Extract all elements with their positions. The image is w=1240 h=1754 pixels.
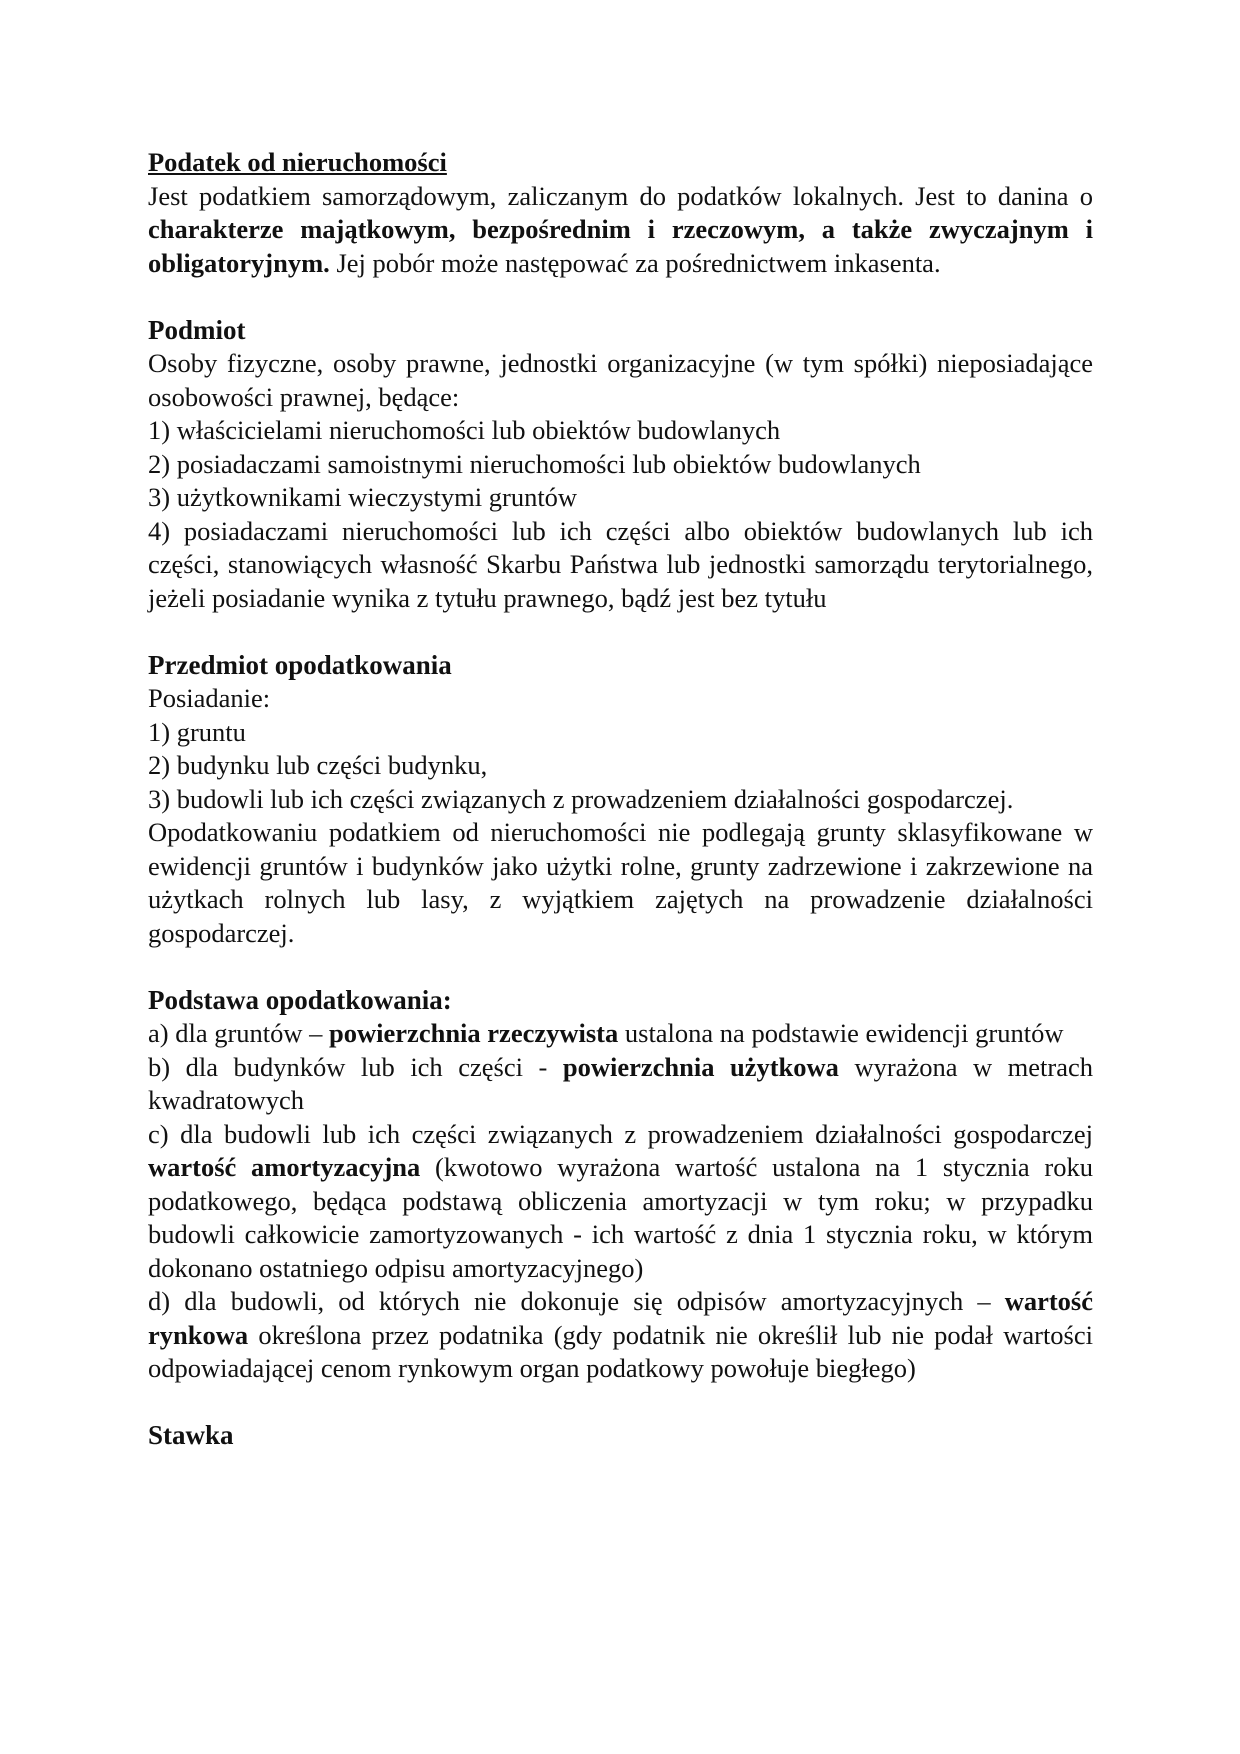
stawka-heading: Stawka xyxy=(148,1420,234,1450)
przedmiot-heading: Przedmiot opodatkowania xyxy=(148,649,452,680)
intro-paragraph xyxy=(148,180,1093,281)
podstawa-item-d xyxy=(148,1285,1093,1386)
podstawa-item-b xyxy=(148,1051,1093,1118)
spacer xyxy=(148,280,1093,314)
podmiot-item-2: 2) posiadaczami samoistnymi nieruchomości lub obiektów budowlanych xyxy=(148,448,921,479)
podstawa-c-bold: wartość amortyzacyjna xyxy=(148,1152,421,1182)
spacer xyxy=(148,1386,1093,1420)
document-title: Podatek od nieruchomości xyxy=(148,147,447,177)
podmiot-item-3: 3) użytkownikami wieczystymi gruntów xyxy=(148,482,578,512)
podstawa-c-post: (kwotowo wyrażona wartość ustalona na 1 stycznia roku podatkowego, będąca podstawą obliczenia amortyzacji w tym roku; w przypadku budowli całkowicie zamortyzowanych - ich wartość z dnia 1 stycznia roku, w którym dokonano ostatniego odpisu amortyzacyjnego) xyxy=(148,1152,1093,1283)
podstawa-b-bold: powierzchnia użytkowa xyxy=(562,1051,839,1082)
podmiot-text: Osoby fizyczne, osoby prawne, jednostki organizacyjne (w tym spółki) nieposiadające osobowości prawnej, będące: xyxy=(148,348,1093,412)
document-page xyxy=(148,146,1093,1453)
podstawa-a-post: ustalona na podstawie ewidencji gruntów xyxy=(618,1018,1064,1048)
przedmiot-note: Opodatkowaniu podatkiem od nieruchomości nie podlegają grunty sklasyfikowane w ewidencji gruntów i budynków jako użytki rolne, grunty zadrzewione i zakrzewione na użytkach rolnych lub lasy, z wyjątkiem zajętych na prowadzenie działalności gospodarczej. xyxy=(148,817,1093,948)
intro-bold: charakterze majątkowym, bezpośrednim i rzeczowym, a także zwyczajnym i obligatoryjnym. xyxy=(148,214,1093,278)
podmiot-item-4: 4) posiadaczami nieruchomości lub ich części albo obiektów budowlanych lub ich części, stanowiących własność Skarbu Państwa lub jednostki samorządu terytorialnego, jeżeli posiadanie wynika z tytułu prawnego, bądź jest bez tytułu xyxy=(148,515,1093,613)
przedmiot-intro: Posiadanie: xyxy=(148,683,271,713)
podstawa-d-bold: wartość rynkowa xyxy=(148,1286,1093,1350)
podstawa-a-bold: powierzchnia rzeczywista xyxy=(329,1018,619,1048)
podstawa-d-pre: d) dla budowli, od których nie dokonuje się odpisów amortyzacyjnych – xyxy=(148,1286,1005,1316)
podstawa-b-post: wyrażona w metrach kwadratowych xyxy=(148,1051,1093,1115)
podstawa-item-c xyxy=(148,1118,1093,1286)
spacer xyxy=(148,950,1093,984)
przedmiot-item-2: 2) budynku lub części budynku, xyxy=(148,750,488,780)
przedmiot-item-3: 3) budowli lub ich części związanych z prowadzeniem działalności gospodarczej. xyxy=(148,783,1014,814)
podmiot-item-1: 1) właścicielami nieruchomości lub obiektów budowlanych xyxy=(148,415,781,445)
podstawa-heading: Podstawa opodatkowania: xyxy=(148,984,452,1015)
intro-text-1: Jest podatkiem samorządowym, zaliczanym do podatków lokalnych. Jest to danina o xyxy=(148,180,1093,211)
podstawa-b-pre: b) dla budynków lub ich części - xyxy=(148,1051,563,1082)
podmiot-heading: Podmiot xyxy=(148,314,246,345)
intro-text-2: Jej pobór może następować za pośrednictwem inkasenta. xyxy=(329,247,941,278)
spacer xyxy=(148,615,1093,649)
podstawa-c-pre: c) dla budowli lub ich części związanych z prowadzeniem działalności gospodarczej xyxy=(148,1118,1093,1149)
przedmiot-item-1: 1) gruntu xyxy=(148,716,246,747)
podstawa-d-post: określona przez podatnika (gdy podatnik nie określił lub nie podał wartości odpowiadającej cenom rynkowym organ podatkowy powołuje biegłego) xyxy=(148,1319,1093,1383)
podstawa-item-a xyxy=(148,1017,1093,1051)
podstawa-a-pre: a) dla gruntów – xyxy=(148,1018,330,1048)
